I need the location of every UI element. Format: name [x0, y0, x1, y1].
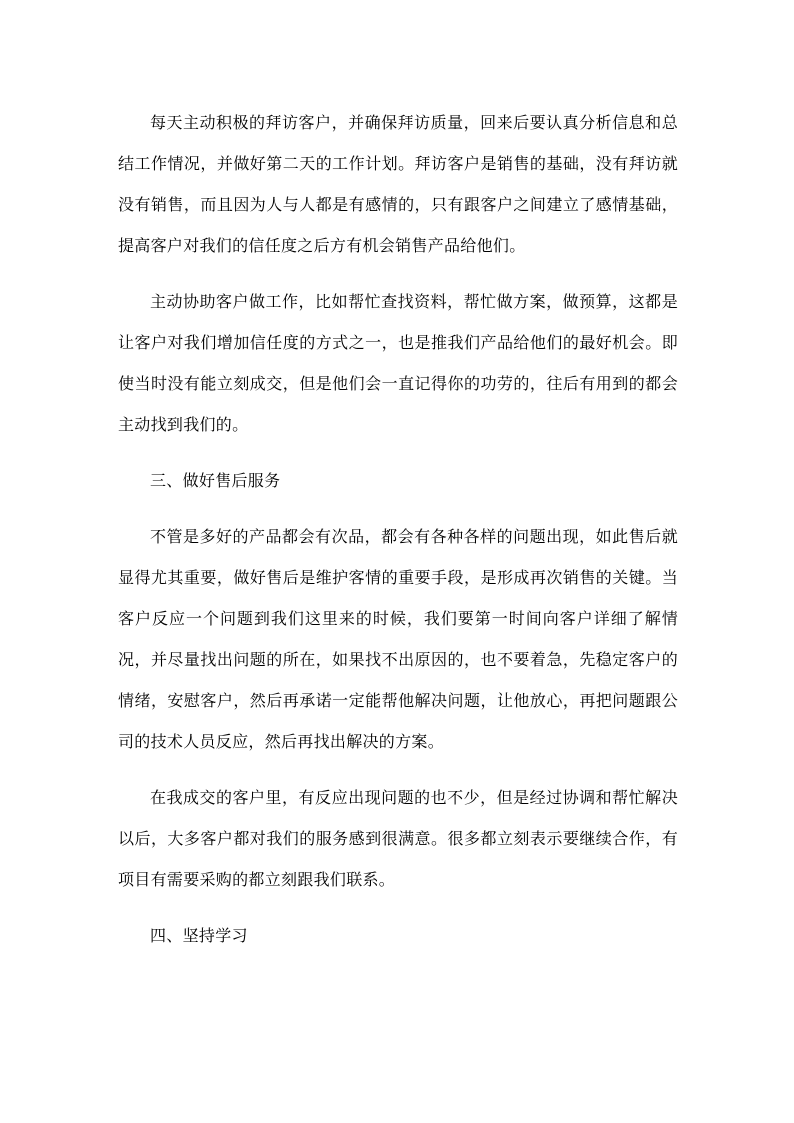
section-heading-keep-learning: 四、坚持学习 [150, 926, 248, 945]
paragraph-customer-satisfaction: 在我成交的客户里，有反应出现问题的也不少，但是经过协调和帮忙解决以后，大多客户都对我们的服务感到很满意。很多都立刻表示要继续合作，有项目有需要采购的都立刻跟我们联系。 [118, 788, 678, 889]
paragraph-assist-customers: 主动协助客户做工作，比如帮忙查找资料，帮忙做方案，做预算，这都是让客户对我们增加信任度的方式之一，也是推我们产品给他们的最好机会。即使当时没有能立刻成交，但是他们会一直记得你的功劳的，往后有用到的都会主动找到我们的。 [118, 292, 678, 434]
document-body [118, 102, 678, 956]
section-heading-after-sales: 三、做好售后服务 [150, 471, 281, 490]
paragraph-after-sales-service: 不管是多好的产品都会有次品，都会有各种各样的问题出现，如此售后就显得尤其重要，做好售后是维护客情的重要手段，是形成再次销售的关键。当客户反应一个问题到我们这里来的时候，我们要第一时间向客户详细了解情况，并尽量找出问题的所在，如果找不出原因的，也不要着急，先稳定客户的情绪，安慰客户，然后再承诺一定能帮他解决问题，让他放心，再把问题跟公司的技术人员反应，然后再找出解决的方案。 [118, 527, 678, 751]
paragraph-customer-visits: 每天主动积极的拜访客户，并确保拜访质量，回来后要认真分析信息和总结工作情况，并做好第二天的工作计划。拜访客户是销售的基础，没有拜访就没有销售，而且因为人与人都是有感情的，只有跟客户之间建立了感情基础，提高客户对我们的信任度之后方有机会销售产品给他们。 [118, 113, 678, 255]
